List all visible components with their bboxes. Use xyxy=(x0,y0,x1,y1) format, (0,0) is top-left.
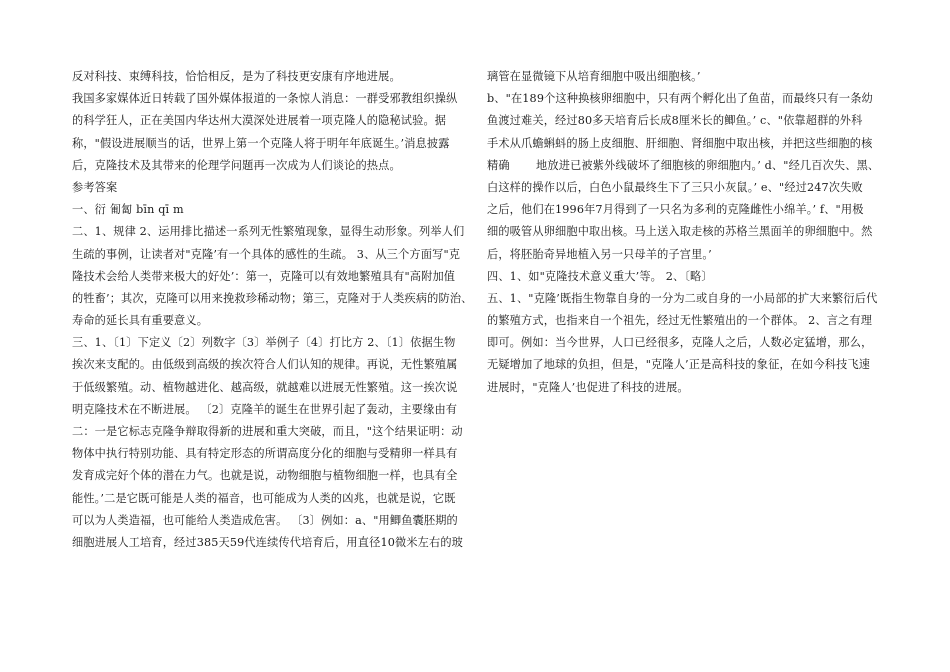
right-column-line: 璃管在显微镜下从培育细胞中吸出细胞核。’ xyxy=(487,70,701,83)
left-column-line: 物体中执行特别功能、具有特定形态的所谓高度分化的细胞与受精卵一样具有 xyxy=(72,447,458,461)
left-column-line: 三、1、〔1〕下定义〔2〕列数字〔3〕举例子〔4〕打比方 2、〔1〕依据生物 xyxy=(72,336,456,350)
right-column-line: 进展时，"克隆人’也促进了科技的进展。 xyxy=(487,380,689,394)
left-column-line: 能性。’二是它既可能是人类的福音，也可能成为人类的凶兆，也就是说，它既 xyxy=(72,491,456,505)
left-column-line: 细胞进展人工培育，经过385天59代连续传代培育后，用直径10微米左右的玻 xyxy=(72,535,464,549)
right-column-line: 后，将胚胎奇异地植入另一只母羊的子宫里。’ xyxy=(487,247,712,261)
left-column-line: 于低级繁殖。动、植物越进化、越高级，就越难以进展无性繁殖。这一挨次说 xyxy=(72,380,458,394)
left-column-line: 的牲畜’；其次，克隆可以用来挽救珍稀动物；第三，克隆对于人类疾病的防治、 xyxy=(72,291,473,305)
left-column-line: 二、1、规律 2、运用排比描述一系列无性繁殖现象，显得生动形象。列举人们 xyxy=(72,225,465,239)
left-column-line: 一、衍 匍匐 bīn qī m xyxy=(72,203,184,217)
left-column-line: 后，克隆技术及其带来的伦理学问题再一次成为人们谈论的热点。 xyxy=(72,158,401,172)
left-column-line: 参考答案 xyxy=(72,180,118,194)
right-column-line: 即可。例如：当今世界，人口已经很多，克隆人之后，人数必定猛增，那么， xyxy=(487,336,873,350)
right-text-column xyxy=(487,66,879,399)
right-column-line: 五、1、"克隆’既指生物靠自身的一分为二或自身的一小局部的扩大来繁衍后代 xyxy=(487,291,878,305)
right-column-line: b、"在189个这种换核卵细胞中，只有两个孵化出了鱼苗，而最终只有一条幼 xyxy=(487,92,873,106)
right-column-line: 细的吸管从卵细胞中取出核。马上送入取走核的苏格兰黑面羊的卵细胞中。然 xyxy=(487,225,873,239)
left-column-line: 挨次来支配的。由低级到高级的挨次符合人们认知的规律。再说，无性繁殖属 xyxy=(72,358,458,372)
right-column-line: 手术从爪蟾蝌蚪的肠上皮细胞、肝细胞、肾细胞中取出核，并把这些细胞的核 xyxy=(487,136,873,150)
left-column-line: 可以为人类造福，也可能给人类造成危害。 〔3〕例如：a、"用鲫鱼囊胚期的 xyxy=(72,513,458,527)
right-column-line: 之后，他们在1996年7月得到了一只名为多利的克隆雌性小绵羊。’ f、"用极 xyxy=(487,203,864,217)
left-column-line: 称，"假设进展顺当的话，世界上第一个克隆人将于明年年底诞生。’消息披露 xyxy=(72,136,450,150)
right-column-line: 的繁殖方式，也指来自一个祖先，经过无性繁殖出的一个群体。 2、言之有理 xyxy=(487,314,873,328)
left-column-line: 反对科技、束缚科技，恰恰相反，是为了科技更安康有序地进展。 xyxy=(72,70,401,83)
right-column-line: 白这样的操作以后，白色小鼠最终生下了三只小灰鼠。’ e、"经过247次失败 xyxy=(487,180,863,194)
left-text-column xyxy=(72,66,472,554)
right-column-line: 鱼渡过难关，经过80多天培育后长成8厘米长的鲫鱼。’ c、"依靠超群的外科 xyxy=(487,114,863,128)
left-column-line: 生疏的事例，让读者对"克隆’有一个具体的感性的生疏。 3、从三个方面写"克 xyxy=(72,247,461,261)
left-column-line: 二：一是它标志克隆争辩取得新的进展和重大突破，而且，"这个结果证明：动 xyxy=(72,425,463,438)
left-column-line: 隆技术会给人类带来极大的好处’：第一，克隆可以有效地繁殖具有"高附加值 xyxy=(72,269,456,283)
right-column-line: 精确 地放进已被紫外线破坏了细胞核的卵细胞内。’ d、"经几百次失、黑、 xyxy=(487,158,880,172)
right-column-line: 无疑增加了地球的负担，但是，"克隆人’正是高科技的象征，在如今科技飞速 xyxy=(487,358,871,372)
left-column-line: 的科学狂人，正在美国内华达州大漠深处进展着一项克隆人的隐秘试验。据 xyxy=(72,114,447,128)
left-column-line: 寿命的延长具有重要意义。 xyxy=(72,314,209,328)
right-column-line: 四、1、如"克隆技术意义重大’等。 2、〔略〕 xyxy=(487,269,713,283)
left-column-line: 发育成完好个体的潜在力气。也就是说，动物细胞与植物细胞一样，也具有全 xyxy=(72,469,458,483)
left-column-line: 我国多家媒体近日转载了国外媒体报道的一条惊人消息：一群受邪教组织操纵 xyxy=(72,92,458,106)
left-column-line: 明克隆技术在不断进展。 〔2〕克隆羊的诞生在世界引起了轰动，主要缘由有 xyxy=(72,402,458,416)
